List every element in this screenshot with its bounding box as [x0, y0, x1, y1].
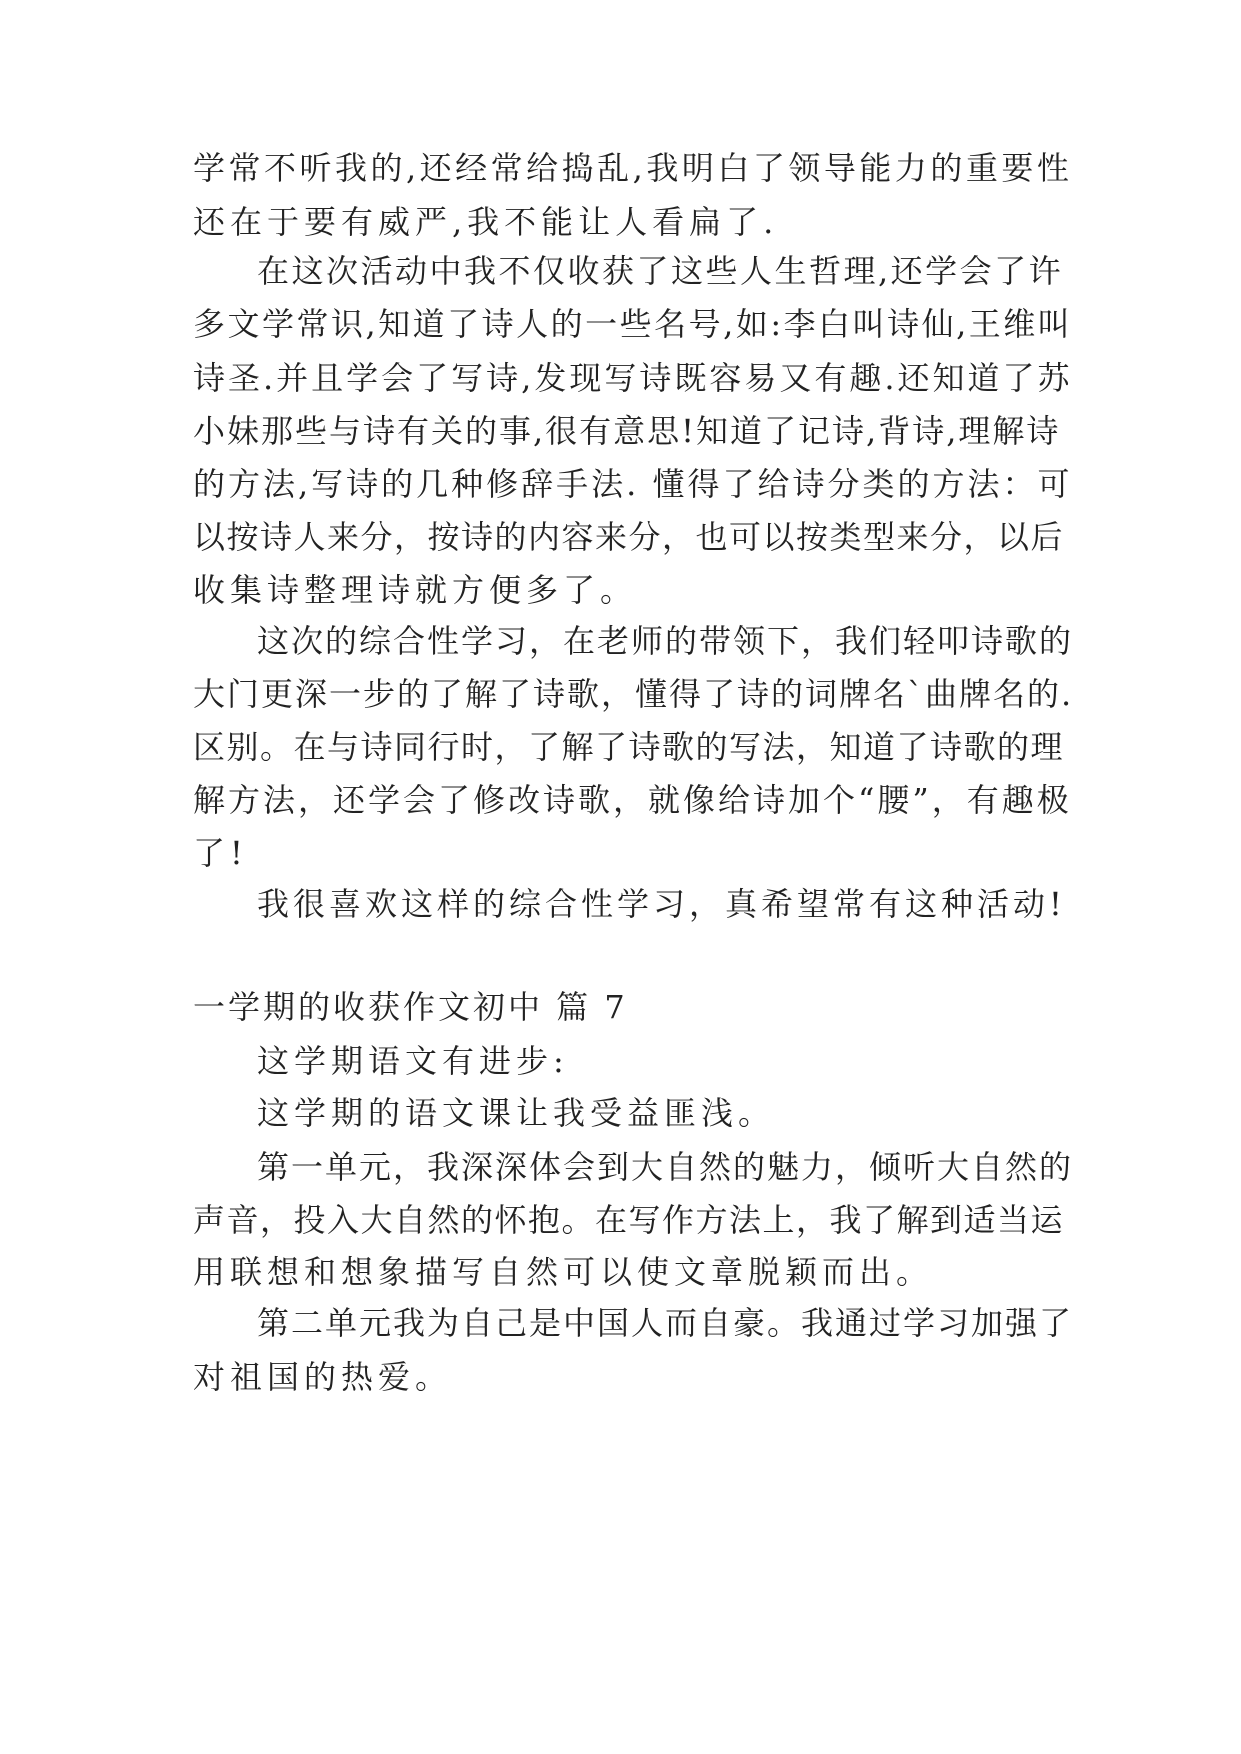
text-line: 解方法，还学会了修改诗歌，就像给诗加个“腰”，有趣极 [193, 781, 1072, 819]
paragraph-first-line: 在这次活动中我不仅收获了这些人生哲理,还学会了许 [257, 252, 1064, 290]
text-line: 区别。在与诗同行时，了解了诗歌的写法，知道了诗歌的理 [193, 728, 1065, 766]
text-line: 用联想和想象描写自然可以使文章脱颖而出。 [193, 1253, 934, 1291]
text-line: 收集诗整理诗就方便多了。 [193, 571, 638, 609]
text-line: 的方法,写诗的几种修辞手法. 懂得了给诗分类的方法：可 [193, 465, 1073, 503]
paragraph-first-line: 这学期语文有进步: [257, 1042, 569, 1080]
text-line: 多文学常识,知道了诗人的一些名号,如:李白叫诗仙,王维叫 [193, 305, 1073, 343]
text-line: 大门更深一步的了解了诗歌，懂得了诗的词牌名`曲牌名的. [193, 675, 1074, 713]
section-heading: 一学期的收获作文初中 篇 7 [193, 988, 628, 1026]
paragraph-first-line: 这次的综合性学习，在老师的带领下，我们轻叩诗歌的 [257, 622, 1074, 660]
paragraph-first-line: 这学期的语文课让我受益匪浅。 [257, 1094, 776, 1132]
text-line: 还在于要有威严,我不能让人看扁了. [193, 203, 779, 241]
text-line: 对祖国的热爱。 [193, 1358, 453, 1396]
paragraph-first-line: 第二单元我为自己是中国人而自豪。我通过学习加强了 [257, 1304, 1074, 1342]
text-line: 小妹那些与诗有关的事,很有意思!知道了记诗,背诗,理解诗 [193, 412, 1061, 450]
text-line: 诗圣.并且学会了写诗,发现写诗既容易又有趣.还知道了苏 [193, 359, 1073, 397]
text-line: 以按诗人来分，按诗的内容来分，也可以按类型来分，以后 [193, 518, 1065, 556]
text-line: 学常不听我的,还经常给捣乱,我明白了领导能力的重要性 [193, 149, 1073, 187]
paragraph-first-line: 第一单元，我深深体会到大自然的魅力，倾听大自然的 [257, 1148, 1074, 1186]
text-line: 声音，投入大自然的怀抱。在写作方法上，我了解到适当运 [193, 1201, 1065, 1239]
paragraph-first-line: 我很喜欢这样的综合性学习，真希望常有这种活动! [257, 885, 1066, 923]
text-line: 了! [193, 834, 248, 872]
